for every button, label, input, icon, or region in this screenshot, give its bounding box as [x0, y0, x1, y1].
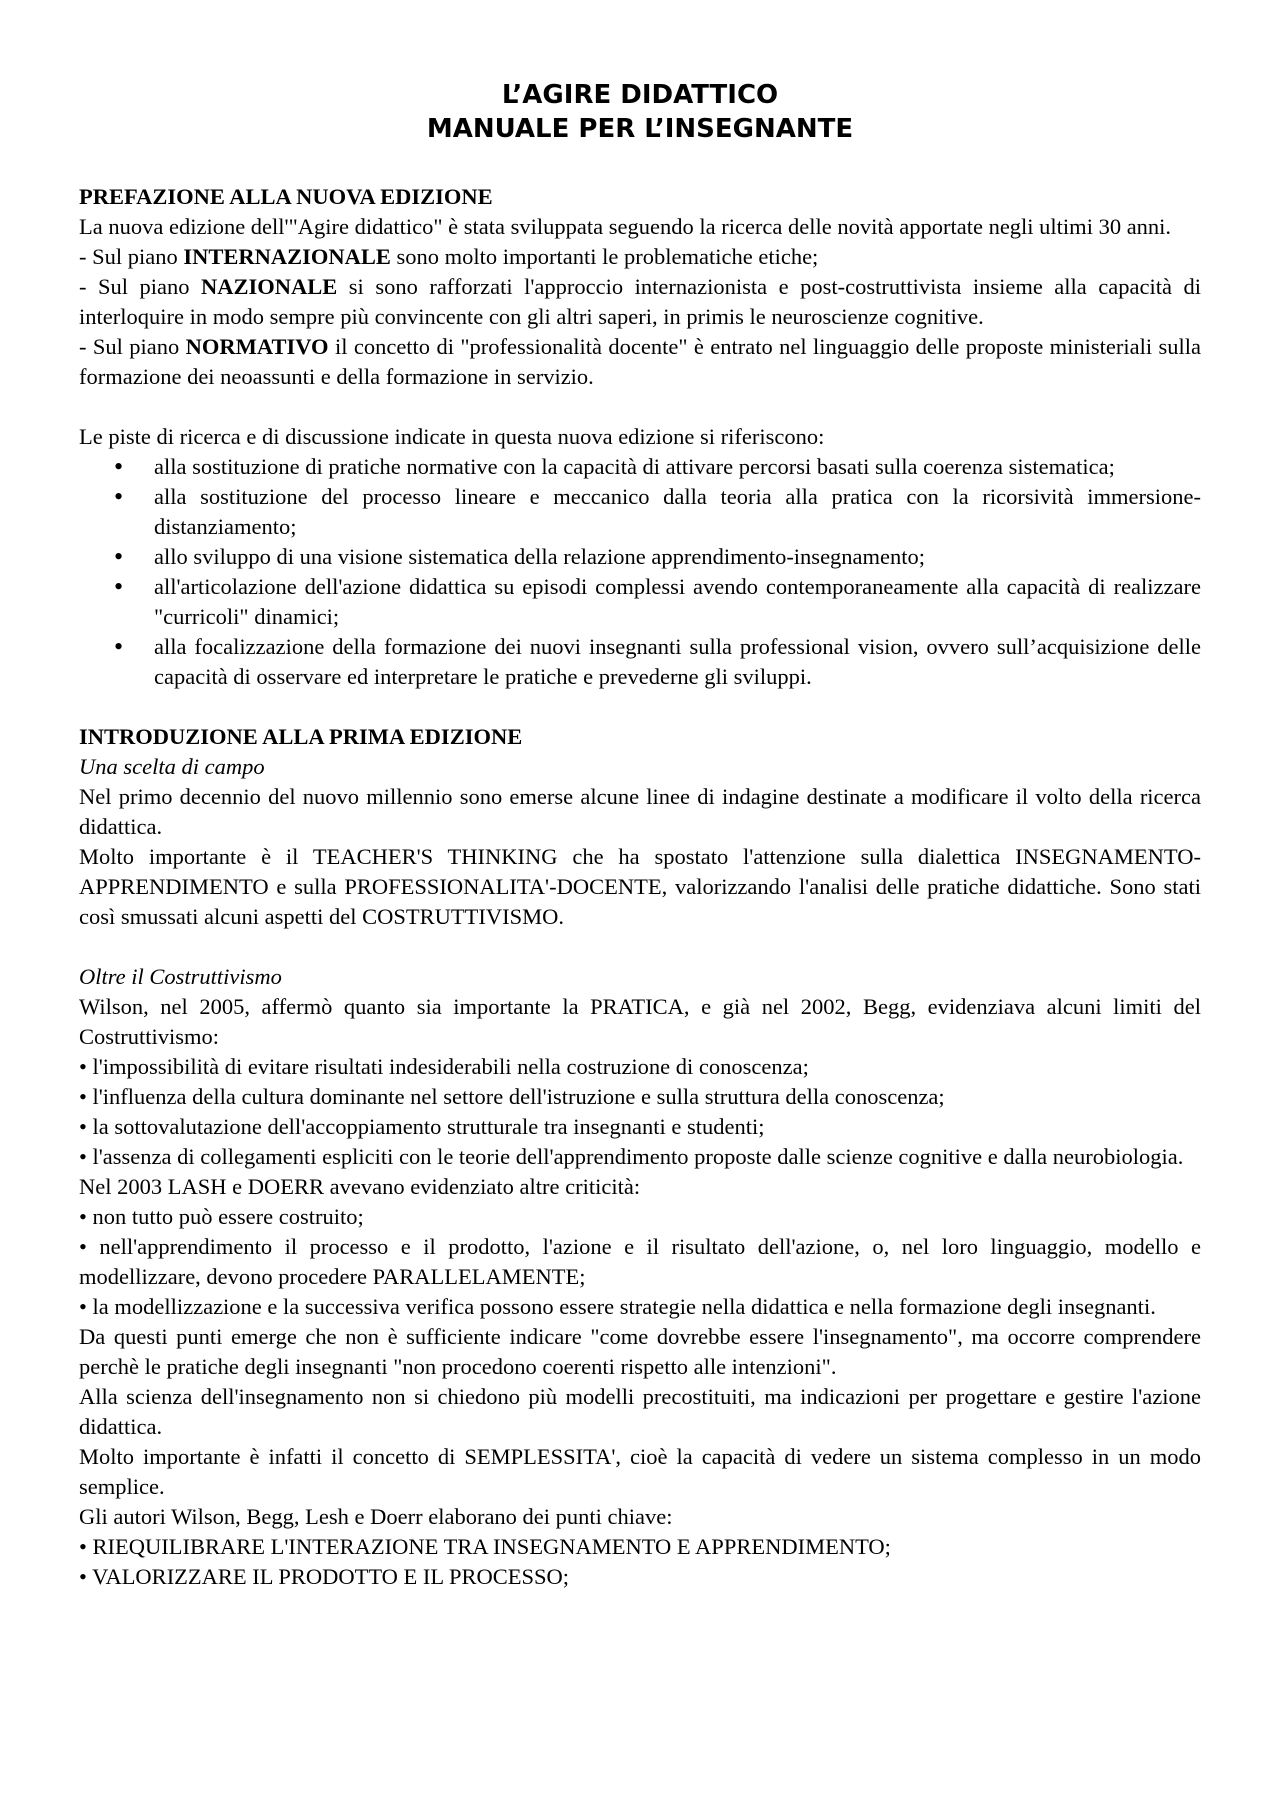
piano-text: il concetto di "professionalità docente" è entrato nel linguaggio delle proposte ministeriali sulla formazione dei neoassunti e della formazione in servizio.	[79, 334, 1201, 389]
title-line-1: L’AGIRE DIDATTICO	[501, 80, 779, 110]
piano-normativo	[79, 332, 1201, 392]
title-line-2: MANUALE PER L’INSEGNANTE	[426, 114, 854, 144]
list-item: • l'assenza di collegamenti espliciti con le teorie dell'apprendimento proposte dalle scienze cognitive e dalla neurobiologia.	[79, 1144, 1184, 1169]
spacer	[79, 692, 1201, 722]
piano-text: si sono rafforzati l'approccio internazionista e post-costruttivista insieme alla capacità di interloquire in modo sempre più convincente con gli altri saperi, in primis le neuroscienze cognitive.	[79, 274, 1201, 329]
list-item: • alla sostituzione del processo lineare e meccanico dalla teoria alla pratica con la ricorsività immersione-distanziamento;	[154, 482, 1201, 542]
prefazione-intro: La nuova edizione dell'"Agire didattico" è stata sviluppata seguendo la ricerca delle novità apportate negli ultimi 30 anni.	[79, 214, 1172, 239]
piano-nazionale	[79, 272, 1201, 332]
list-item: • la modellizzazione e la successiva verifica possono essere strategie nella didattica e nella formazione degli insegnanti.	[79, 1294, 1156, 1319]
piano-text: sono molto importanti le problematiche etiche;	[390, 244, 819, 269]
introduzione-section	[79, 722, 1201, 1592]
piano-internazionale	[79, 242, 1201, 272]
paragraph: Nel primo decennio del nuovo millennio sono emerse alcune linee di indagine destinate a modificare il volto della ricerca didattica.	[79, 784, 1201, 839]
document-title	[79, 78, 1201, 146]
list-item: • alla sostituzione di pratiche normative con la capacità di attivare percorsi basati sulla coerenza sistematica;	[154, 452, 1201, 482]
paragraph: Alla scienza dell'insegnamento non si chiedono più modelli precostituiti, ma indicazioni per progettare e gestire l'azione didattica.	[79, 1384, 1201, 1439]
prefazione-heading: PREFAZIONE ALLA NUOVA EDIZIONE	[79, 184, 493, 209]
paragraph: Gli autori Wilson, Begg, Lesh e Doerr elaborano dei punti chiave:	[79, 1504, 673, 1529]
spacer	[79, 392, 1201, 422]
list-item: • l'influenza della cultura dominante nel settore dell'istruzione e sulla struttura della conoscenza;	[79, 1084, 945, 1109]
piste-intro: Le piste di ricerca e di discussione indicate in questa nuova edizione si riferiscono:	[79, 424, 825, 449]
paragraph: Da questi punti emerge che non è sufficiente indicare "come dovrebbe essere l'insegnamento", ma occorre comprendere perchè le pratiche degli insegnanti "non procedono coerenti rispetto alle intenzioni".	[79, 1324, 1201, 1379]
subheading-oltre-costruttivismo: Oltre il Costruttivismo	[79, 964, 282, 989]
piano-prefix: - Sul piano	[79, 244, 184, 269]
list-item: • allo sviluppo di una visione sistematica della relazione apprendimento-insegnamento;	[154, 542, 1201, 572]
list-item: • la sottovalutazione dell'accoppiamento strutturale tra insegnanti e studenti;	[79, 1114, 765, 1139]
paragraph: Nel 2003 LASH e DOERR avevano evidenziato altre criticità:	[79, 1174, 641, 1199]
piano-prefix: - Sul piano	[79, 334, 186, 359]
piano-keyword: NORMATIVO	[185, 334, 329, 359]
introduzione-heading: INTRODUZIONE ALLA PRIMA EDIZIONE	[79, 724, 523, 749]
list-item: • all'articolazione dell'azione didattica su episodi complessi avendo contemporaneamente alla capacità di realizzare "curricoli" dinamici;	[154, 572, 1201, 632]
list-item: • nell'apprendimento il processo e il prodotto, l'azione e il risultato dell'azione, o, nel loro linguaggio, modello e modellizzare, devono procedere PARALLELAMENTE;	[79, 1234, 1201, 1289]
list-item: • alla focalizzazione della formazione dei nuovi insegnanti sulla professional vision, ovvero sull’acquisizione delle capacità di osservare ed interpretare le pratiche e prevederne gli sviluppi.	[154, 632, 1201, 692]
list-item: • RIEQUILIBRARE L'INTERAZIONE TRA INSEGNAMENTO E APPRENDIMENTO;	[79, 1534, 891, 1559]
list-item: • VALORIZZARE IL PRODOTTO E IL PROCESSO;	[79, 1564, 569, 1589]
list-item: • l'impossibilità di evitare risultati indesiderabili nella costruzione di conoscenza;	[79, 1054, 809, 1079]
prefazione-section	[79, 182, 1201, 692]
paragraph: Wilson, nel 2005, affermò quanto sia importante la PRATICA, e già nel 2002, Begg, evidenziava alcuni limiti del Costruttivismo:	[79, 994, 1201, 1049]
list-item: • non tutto può essere costruito;	[79, 1204, 364, 1229]
paragraph: Molto importante è infatti il concetto di SEMPLESSITA', cioè la capacità di vedere un sistema complesso in un modo semplice.	[79, 1444, 1201, 1499]
spacer	[79, 932, 1201, 962]
piste-list	[79, 452, 1201, 692]
paragraph: Molto importante è il TEACHER'S THINKING che ha spostato l'attenzione sulla dialettica INSEGNAMENTO-APPRENDIMENTO e sulla PROFESSIONALITA'-DOCENTE, valorizzando l'analisi delle pratiche didattiche. Sono stati così smussati alcuni aspetti del COSTRUTTIVISMO.	[79, 844, 1201, 929]
piano-keyword: NAZIONALE	[201, 274, 338, 299]
piano-prefix: - Sul piano	[79, 274, 202, 299]
piano-keyword: INTERNAZIONALE	[183, 244, 391, 269]
subheading-scelta-di-campo: Una scelta di campo	[79, 754, 265, 779]
